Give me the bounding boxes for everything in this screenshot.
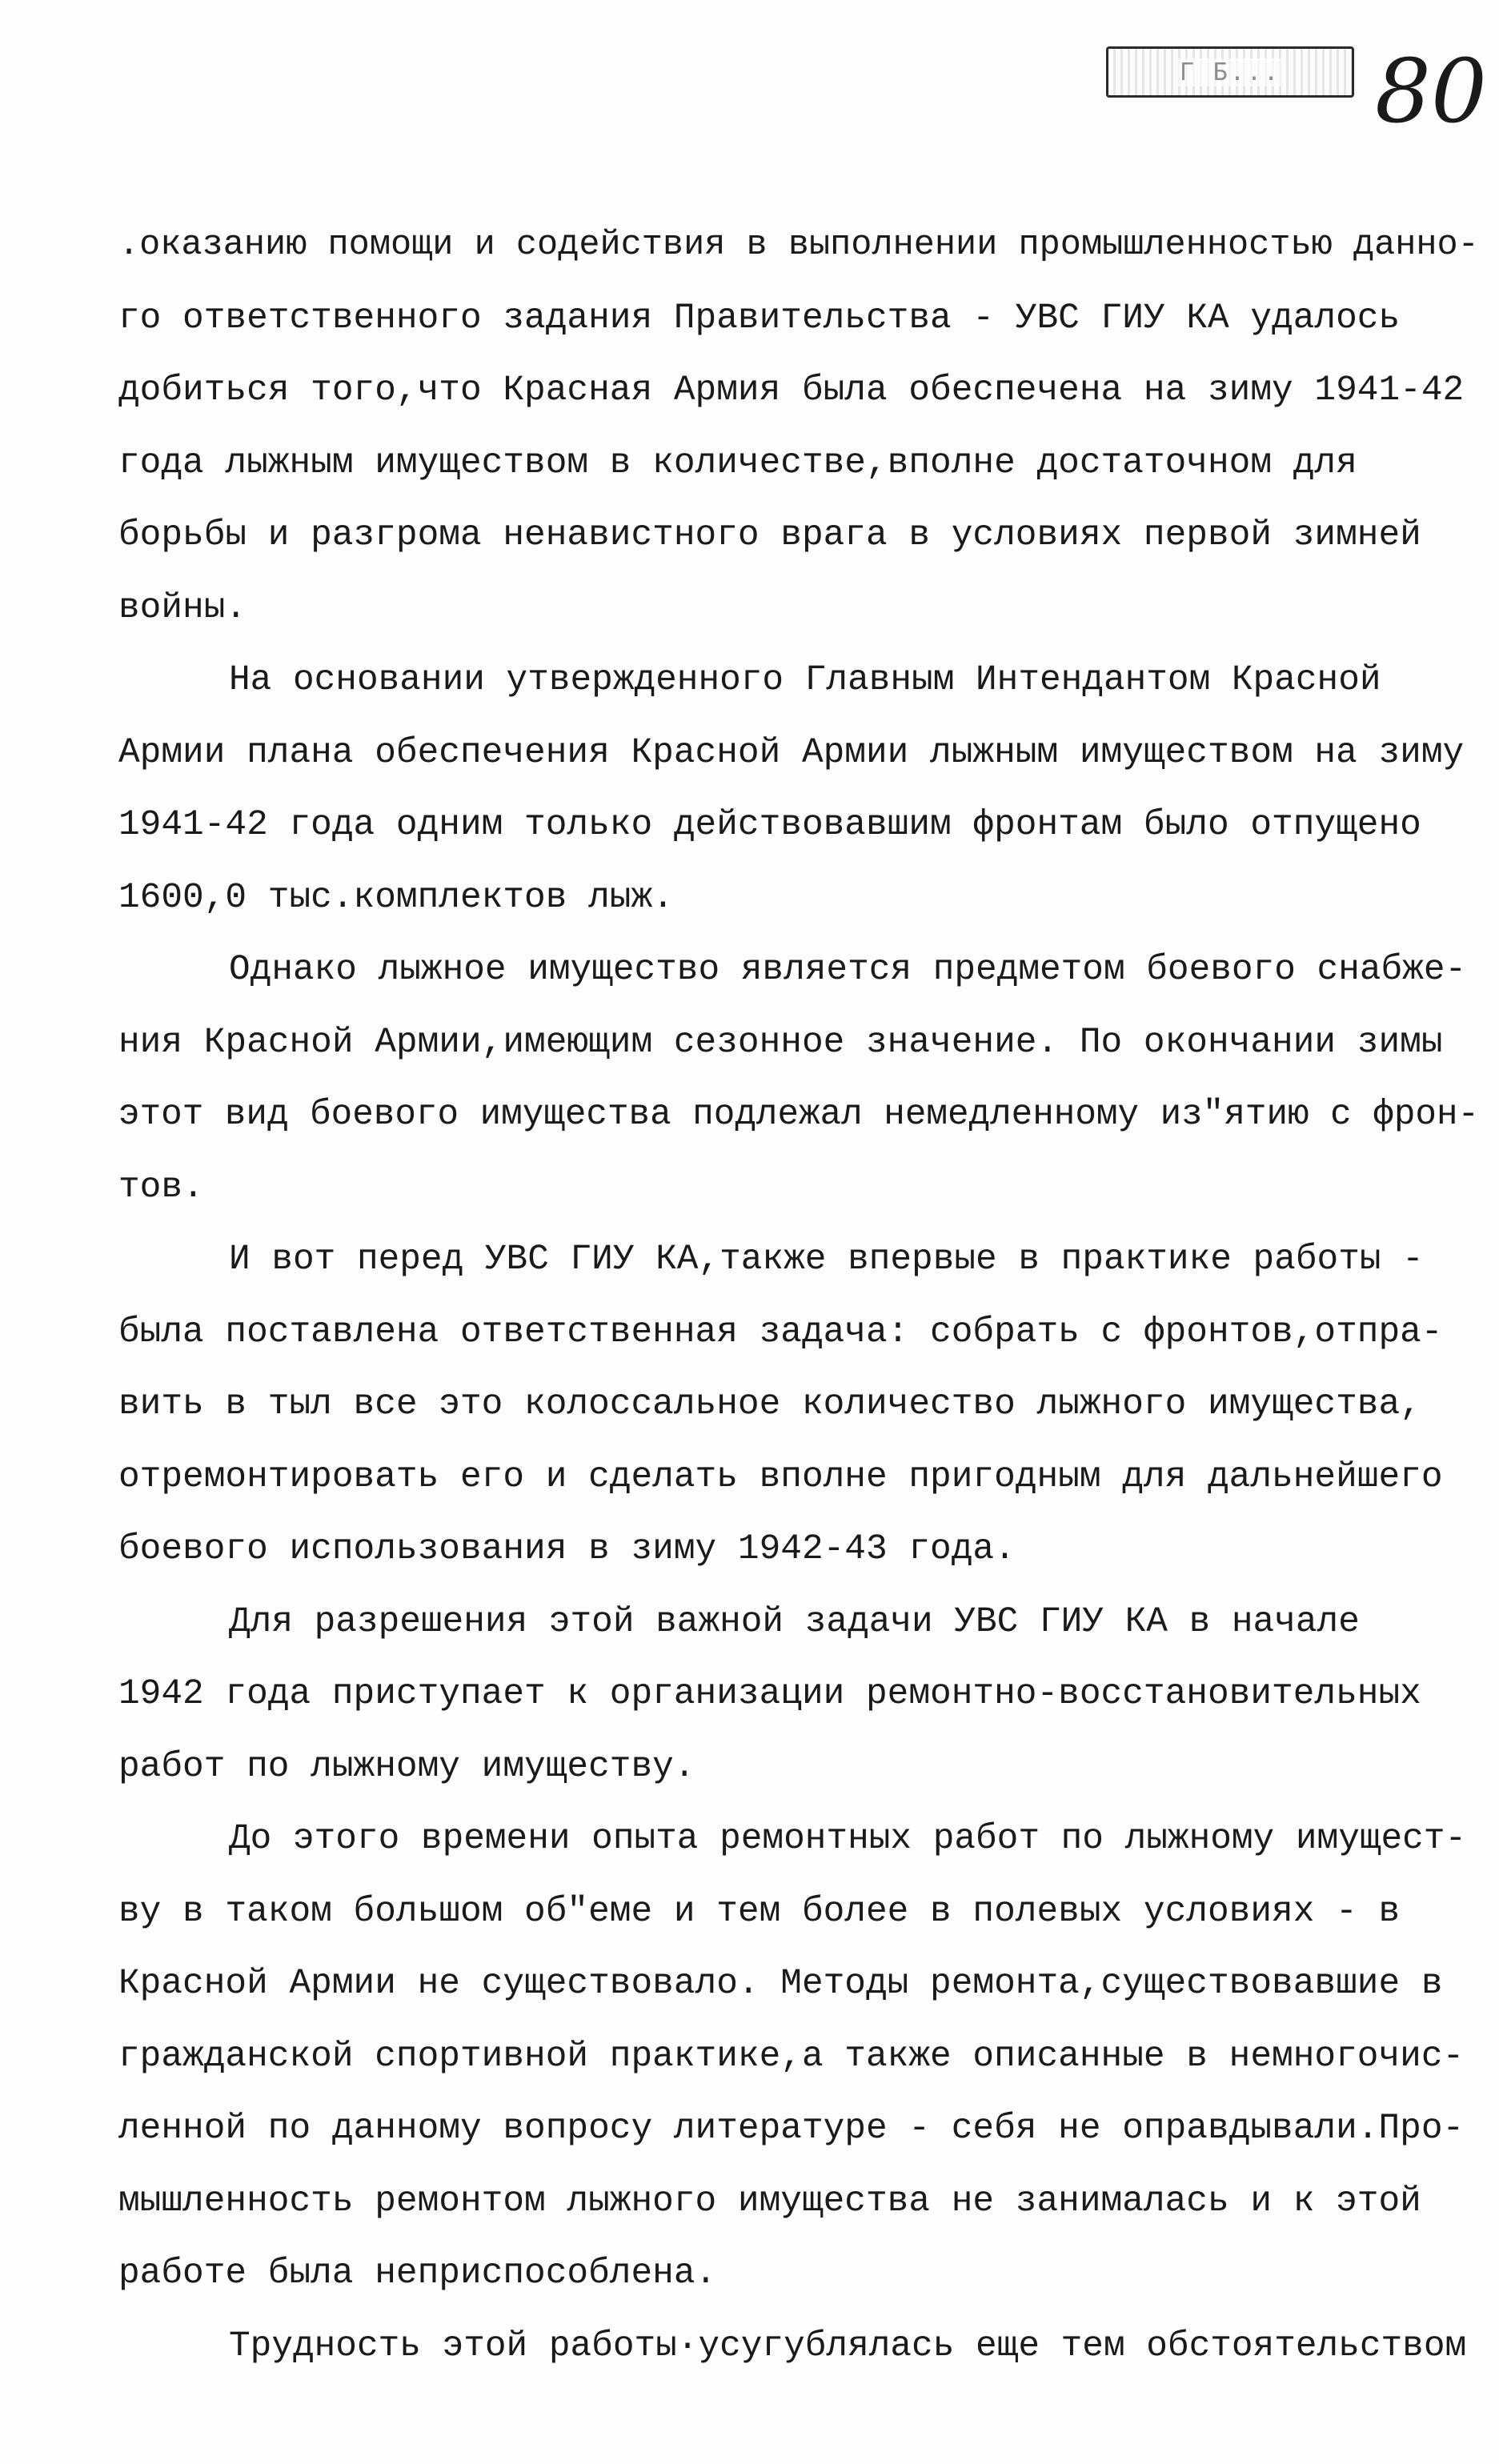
- text-line: Для разрешения этой важной задачи УВС ГИУ КА в начале: [229, 1601, 1360, 1642]
- text-line: года лыжным имуществом в количестве,вполне достаточном для: [118, 443, 1357, 483]
- body-text: [118, 210, 1495, 2382]
- text-line: тов.: [118, 1167, 204, 1208]
- text-line: ния Красной Армии,имеющим сезонное значение. По окончании зимы: [118, 1022, 1443, 1063]
- text-line: добиться того,что Красная Армия была обеспечена на зиму 1941-42: [118, 371, 1465, 411]
- page-number: 80: [1375, 40, 1487, 142]
- text-line: мышленность ремонтом лыжного имущества не занималась и к этой: [118, 2181, 1421, 2222]
- text-line: Красной Армии не существовало. Методы ремонта,существовавшие в: [118, 1964, 1443, 2004]
- text-line: отремонтировать его и сделать вполне пригодным для дальнейшего: [118, 1456, 1443, 1497]
- text-line: 1941-42 года одним только действовавшим фронтам было отпущено: [118, 805, 1421, 845]
- text-line: Армии плана обеспечения Красной Армии лыжным имуществом на зиму: [118, 732, 1465, 773]
- text-line: До этого времени опыта ремонтных работ по лыжному имущест-: [229, 1819, 1467, 1859]
- text-line: ленной по данному вопросу литературе - себя не оправдывали.Про-: [118, 2109, 1465, 2149]
- archive-stamp: [1106, 46, 1354, 98]
- text-line: го ответственного задания Правительства - УВС ГИУ КА удалось: [118, 298, 1401, 339]
- text-line: этот вид боевого имущества подлежал немедленному из"ятию с фрон-: [118, 1095, 1480, 1135]
- text-line: боевого использования в зиму 1942-43 года.: [118, 1529, 1016, 1569]
- text-line: .оказанию помощи и содействия в выполнении промышленностью данно-: [118, 226, 1479, 265]
- text-line: На основании утвержденного Главным Интендантом Красной: [229, 660, 1381, 700]
- text-line: Трудность этой работы·усугублялась еще тем обстоятельством: [229, 2326, 1467, 2366]
- text-line: Однако лыжное имущество является предметом боевого снабже-: [229, 950, 1467, 990]
- text-line: гражданской спортивной практике,а также описанные в немногочис-: [118, 2036, 1465, 2077]
- text-line: И вот перед УВС ГИУ КА,также впервые в практике работы -: [229, 1240, 1424, 1280]
- text-line: была поставлена ответственная задача: собрать с фронтов,отпра-: [118, 1312, 1443, 1352]
- text-line: борьбы и разгрома ненавистного врага в условиях первой зимней: [118, 515, 1421, 555]
- stamp-text: Г Б...: [1175, 58, 1285, 86]
- text-line: работ по лыжному имуществу.: [118, 1746, 695, 1787]
- text-line: работе была неприспособлена.: [118, 2254, 717, 2294]
- text-line: 1942 года приступает к организации ремонтно-восстановительных: [118, 1674, 1421, 1714]
- text-line: вить в тыл все это колоссальное количество лыжного имущества,: [118, 1384, 1421, 1424]
- text-line: 1600,0 тыс.комплектов лыж.: [118, 877, 674, 918]
- text-line: ву в таком большом об"еме и тем более в полевых условиях - в: [118, 1891, 1401, 1932]
- text-line: войны.: [118, 587, 247, 628]
